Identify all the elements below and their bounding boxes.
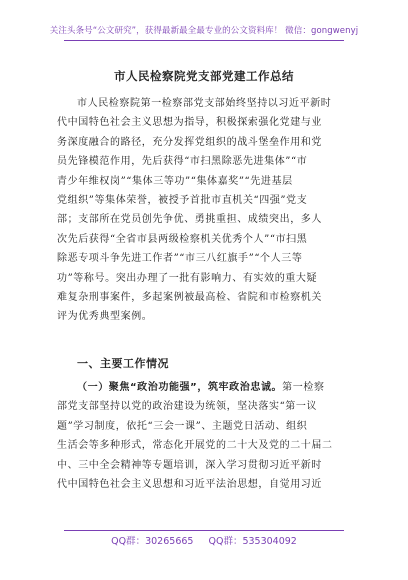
paragraph-line: 次先后获得“全省市县两级检察机关优秀个人”“市扫黑 <box>57 233 308 245</box>
page-header-banner: 关注头条号“公文研究”，获得最新最全最专业的公文资料库！ 微信：gongwenyj <box>49 26 359 36</box>
qq-label: QQ群：30265665 <box>111 536 194 547</box>
paragraph-line: 功”等称号。突出办理了一批有影响力、有实效的重大疑 <box>57 272 318 284</box>
section-heading: 一、主要工作情况 <box>77 357 169 370</box>
qq-group-label: QQ群：535304092 <box>208 536 297 547</box>
paragraph-line: 务深度融合的路径，充分发挥党组织的战斗堡垒作用和党 <box>57 136 322 148</box>
paragraph-line-rest: 第一检察 <box>282 382 325 393</box>
paragraph-line: 部；支部所在党员创先争优、勇挑重担、成绩突出，多人 <box>57 214 322 226</box>
subsection-paragraph <box>57 378 351 494</box>
paragraph-line: 难复杂刑事案件，多起案例被最高检、省院和市检察机关 <box>57 291 322 303</box>
subsection-heading: （一）聚焦“政治功能强”，筑牢政治忠诚。 <box>77 382 283 393</box>
footer-divider <box>64 530 344 531</box>
paragraph-line: 除恶专项斗争先进工作者”“市三八红旗手”“个人三等 <box>57 253 303 265</box>
paragraph-line: 部党支部坚持以党的政治建设为统领，坚决落实“第一议 <box>57 401 318 413</box>
document-title: 市人民检察院党支部党建工作总结 <box>114 69 294 83</box>
paragraph-line: 代中国特色社会主义思想和习近平法治思想，自觉用习近 <box>57 478 322 490</box>
paragraph-line: 评为优秀典型案例。 <box>57 311 153 323</box>
paragraph-line: 生活会等多种形式，常态化开展党的二十大及党的二十届二 <box>57 440 333 452</box>
paragraph-line <box>57 378 351 397</box>
paragraph-line: 题”学习制度，依托“三会一课”、主题党日活动、组织 <box>57 420 308 432</box>
paragraph-line: 青少年维权岗”“集体三等功”“集体嘉奖”“先进基层 <box>57 175 293 187</box>
page-footer <box>0 533 408 547</box>
paragraph-line: 代中国特色社会主义思想为指导，积极探索强化党建与业 <box>57 117 322 129</box>
intro-paragraph <box>57 94 351 327</box>
paragraph-line: 市人民检察院第一检察部党支部始终坚持以习近平新时 <box>77 98 332 109</box>
paragraph-line: 中、三中全会精神等专题培训，深入学习贯彻习近平新时 <box>57 459 322 471</box>
paragraph-line: 员先锋模范作用，先后获得“市扫黑除恶先进集体”“市 <box>57 156 308 168</box>
header-divider <box>64 40 344 41</box>
paragraph-line: 党组织”等集体荣誉，被授予首批市直机关“四强”党支 <box>57 194 308 206</box>
